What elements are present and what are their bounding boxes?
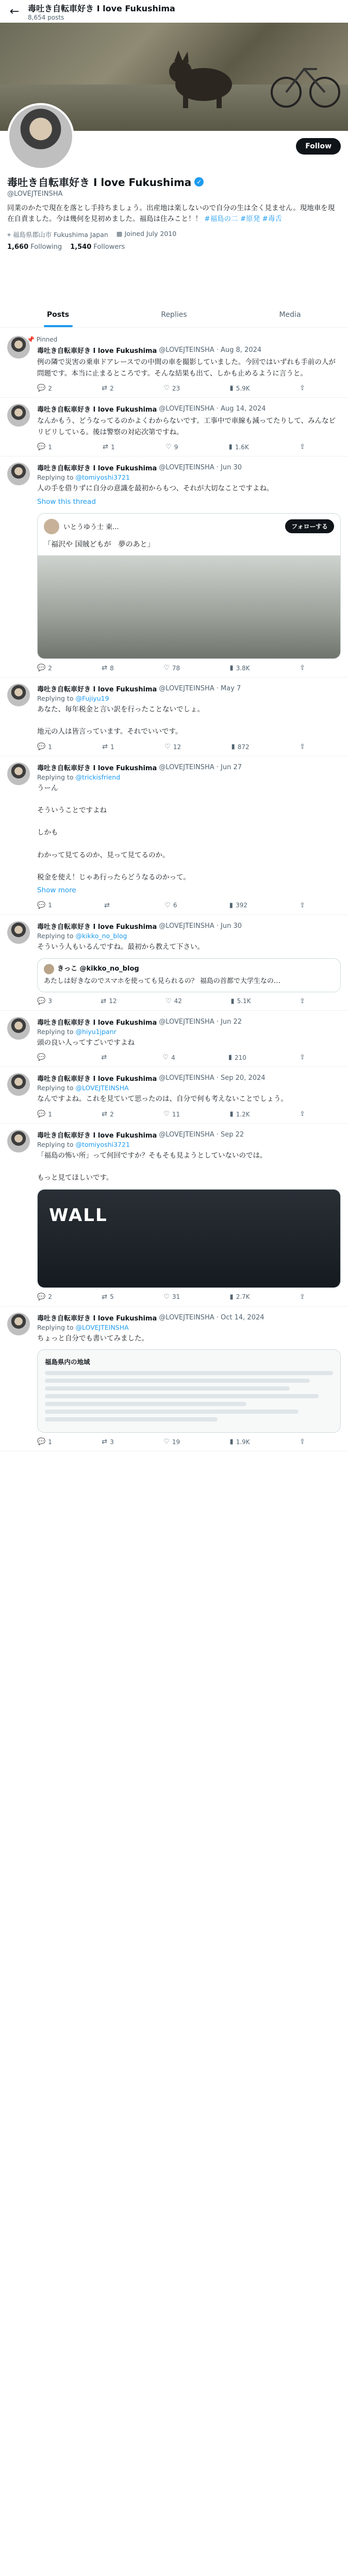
tweet-actions <box>37 384 305 392</box>
heart-icon: ♡ <box>162 1054 169 1062</box>
tweet-avatar[interactable] <box>7 404 30 427</box>
reply-count: 2 <box>48 384 52 392</box>
reply-count: 1 <box>48 1110 52 1118</box>
pinned-text: Pinned <box>36 336 58 343</box>
profile-meta <box>7 230 340 239</box>
share-icon: ⇪ <box>300 384 305 393</box>
reply-icon: 💬 <box>37 664 46 672</box>
tweet-text: 人の手を借りずに自分の意識を最初からもつ、それが大切なことですよね。 <box>37 484 274 493</box>
tweet-author[interactable]: 毒吐き自転車好き I love Fukushima <box>37 1019 157 1027</box>
reply-count: 1 <box>48 443 52 451</box>
reply-to-line: Replying to @LOVEJTEINSHA <box>37 1323 129 1331</box>
tweet-handle-date: @LOVEJTEINSHA · Jun 27 <box>159 764 242 772</box>
like-button[interactable] <box>163 384 180 392</box>
views-button[interactable] <box>230 664 250 672</box>
tweet-handle-date: @LOVEJTEINSHA · Sep 20, 2024 <box>159 1074 266 1082</box>
reply-button[interactable] <box>37 997 52 1005</box>
screenshot-text-line <box>45 1417 218 1421</box>
show-more-link[interactable]: Show more <box>37 886 76 895</box>
reply-to-handle[interactable]: @tomiyoshi3721 <box>75 1141 130 1149</box>
views-icon: ▮ <box>229 1293 234 1301</box>
reply-to-line: Replying to @tomiyoshi3721 <box>37 1141 130 1149</box>
views-count: 5.9K <box>236 384 250 392</box>
views-button[interactable] <box>229 443 249 451</box>
reply-button[interactable] <box>37 384 52 392</box>
card-header <box>38 514 340 539</box>
tweet-handle-date: @LOVEJTEINSHA · Aug 14, 2024 <box>159 405 266 413</box>
heart-icon: ♡ <box>163 1110 170 1118</box>
share-button[interactable] <box>300 997 305 1005</box>
heart-icon: ♡ <box>163 384 170 393</box>
share-button[interactable] <box>300 743 305 751</box>
verified-badge-icon: ✓ <box>194 177 204 187</box>
heart-icon: ♡ <box>163 664 170 672</box>
quote-text: あたしは好きなのでスマホを使っても見られるの？ 福島の首都で大学生なの… <box>44 977 280 985</box>
following-stat[interactable] <box>7 243 62 251</box>
tweet-header <box>37 684 341 693</box>
top-bar <box>0 0 348 23</box>
reply-count: 3 <box>48 997 52 1005</box>
repost-icon: ⇄ <box>102 664 108 672</box>
tweet-image[interactable] <box>37 1189 341 1288</box>
tweet-text: あなた、毎年税金と言い訳を行ったことないでしょ。 地元の人は皆言っています。それでいいです。 <box>37 705 204 736</box>
tweet-actions <box>37 743 305 751</box>
screenshot-text-line <box>45 1386 290 1391</box>
repost-button[interactable] <box>101 997 117 1005</box>
share-icon: ⇪ <box>300 1438 305 1446</box>
reply-icon: 💬 <box>37 384 46 393</box>
tab-replies[interactable]: Replies <box>161 311 187 319</box>
heart-icon: ♡ <box>165 997 172 1005</box>
reply-icon: 💬 <box>37 443 46 451</box>
joined-text <box>117 230 176 239</box>
tweet[interactable] <box>0 1011 348 1067</box>
repost-count: 1 <box>110 743 114 751</box>
views-icon: ▮ <box>228 443 233 451</box>
share-button[interactable] <box>300 1438 305 1446</box>
views-count: 872 <box>237 743 250 751</box>
share-button[interactable] <box>300 443 305 451</box>
location-value: 福島県郡山市 Fukushima Japan <box>13 230 108 239</box>
tweet-handle-date: @LOVEJTEINSHA · Sep 22 <box>159 1131 244 1139</box>
repost-icon: ⇄ <box>102 384 108 393</box>
views-button[interactable] <box>231 743 250 751</box>
views-count: 5.1K <box>237 997 251 1005</box>
tweet-author[interactable]: 毒吐き自転車好き I love Fukushima <box>37 1132 157 1140</box>
like-button[interactable] <box>163 664 180 672</box>
embedded-post-card[interactable] <box>37 513 341 659</box>
tweet[interactable] <box>0 1067 348 1124</box>
tweet-image-content <box>38 1190 340 1287</box>
reply-to-handle[interactable]: @LOVEJTEINSHA <box>75 1084 129 1092</box>
post-count: 8,654 posts <box>28 13 64 21</box>
views-button[interactable] <box>228 1054 246 1061</box>
tweet-feed <box>0 330 348 1451</box>
tweet-text: 例の隣で災害の乗車ドアレースでの中間の車を撮影していました。今回ではいずれも手前の人が問題です。本当に止まるところです。そんな結果も出て、しかも止めるように言うと。 <box>37 358 336 378</box>
reply-count: 1 <box>48 1438 52 1446</box>
followers-stat[interactable] <box>70 243 125 251</box>
reply-icon: 💬 <box>37 1293 46 1301</box>
repost-button[interactable] <box>102 1110 114 1118</box>
reply-icon: 💬 <box>37 1110 46 1118</box>
share-icon: ⇪ <box>300 997 305 1005</box>
card-follow-button[interactable]: フォローする <box>285 519 334 533</box>
views-icon: ▮ <box>229 384 234 393</box>
reply-to-line: Replying to @LOVEJTEINSHA <box>37 1084 129 1092</box>
reply-to-handle[interactable]: @kikko_no_blog <box>75 931 127 940</box>
repost-count: 1 <box>111 443 115 451</box>
repost-icon: ⇄ <box>102 1438 108 1446</box>
tweet-text: なんかもう、どうなってるのかよくわからないです。工事中で車線も減ってたりして、みんなピリピリしている。後は警察の対応次第ですね。 <box>37 417 336 436</box>
reply-button[interactable] <box>37 902 52 909</box>
repost-button[interactable] <box>102 743 114 751</box>
tweet-avatar[interactable] <box>7 1313 30 1335</box>
tweet[interactable] <box>0 915 348 1011</box>
tweet-avatar[interactable] <box>7 1130 30 1153</box>
like-count: 4 <box>171 1054 175 1061</box>
reply-button[interactable] <box>37 1054 48 1061</box>
following-count: 1,660 <box>7 243 29 251</box>
tweet-handle-date: @LOVEJTEINSHA · Jun 30 <box>159 464 242 472</box>
like-count: 6 <box>173 902 177 909</box>
views-button[interactable] <box>230 997 251 1005</box>
share-icon: ⇪ <box>300 743 305 751</box>
share-icon: ⇪ <box>300 443 305 451</box>
quoted-post[interactable] <box>37 958 341 992</box>
reply-to-line: Replying to @trickisfriend <box>37 773 121 782</box>
tweet[interactable] <box>0 677 348 756</box>
tweet-header <box>37 1130 341 1140</box>
tweet-header <box>37 1073 341 1083</box>
like-count: 19 <box>172 1438 180 1446</box>
joined-value: Joined July 2010 <box>124 229 177 238</box>
like-button[interactable] <box>163 1293 180 1301</box>
back-arrow-icon[interactable]: ← <box>9 5 20 18</box>
like-count: 9 <box>174 443 178 451</box>
reply-button[interactable] <box>37 664 52 672</box>
reply-to-handle[interactable]: @tomiyoshi3721 <box>75 473 130 482</box>
tweet-actions <box>37 1293 305 1301</box>
repost-button[interactable] <box>102 1293 114 1301</box>
like-button[interactable] <box>164 902 177 909</box>
bio-hashtags[interactable]: #福島の二 #原発 #毒舌 <box>204 214 282 223</box>
reply-to-line: Replying to @hiyu1jpanr <box>37 1027 117 1036</box>
repost-count: 2 <box>110 1110 114 1118</box>
tweet-header <box>37 1313 341 1323</box>
calendar-icon: ▦ <box>116 229 125 238</box>
views-count: 1.2K <box>236 1110 250 1118</box>
reply-icon: 💬 <box>37 1054 46 1062</box>
reply-button[interactable] <box>37 743 52 751</box>
repost-count: 2 <box>110 384 114 392</box>
tweet[interactable] <box>0 1124 348 1307</box>
tweet-actions <box>37 1110 305 1118</box>
share-button[interactable] <box>300 1110 305 1118</box>
reply-to-handle[interactable]: @hiyu1jpanr <box>75 1027 117 1036</box>
like-button[interactable] <box>165 443 178 451</box>
like-count: 12 <box>173 743 181 751</box>
views-count: 3.8K <box>236 664 250 672</box>
screenshot-text-line <box>45 1379 310 1383</box>
views-button[interactable] <box>230 1293 250 1301</box>
card-user: いとうゆう士 東... <box>63 523 119 532</box>
share-button[interactable] <box>300 1293 305 1301</box>
profile-info <box>7 174 340 251</box>
tweet-author[interactable]: 毒吐き自転車好き I love Fukushima <box>37 1075 157 1083</box>
repost-button[interactable] <box>102 664 114 672</box>
like-button[interactable] <box>165 997 182 1005</box>
share-button[interactable] <box>300 902 305 909</box>
bicycle-illustration <box>268 33 340 110</box>
screenshot-text-line <box>45 1371 333 1375</box>
location-text <box>7 230 108 239</box>
heart-icon: ♡ <box>164 901 171 909</box>
screenshot-text-line <box>45 1410 299 1414</box>
avatar-image <box>9 105 72 168</box>
tweet[interactable] <box>0 456 348 677</box>
document-screenshot[interactable] <box>37 1349 341 1433</box>
reply-icon: 💬 <box>37 997 46 1005</box>
profile-handle: @LOVEJTEINSHA <box>7 190 63 198</box>
views-icon: ▮ <box>231 743 235 751</box>
reply-button[interactable] <box>37 1293 52 1301</box>
card-image <box>38 555 340 658</box>
reply-icon: 💬 <box>37 901 46 909</box>
screenshot-text-line <box>45 1402 246 1406</box>
repost-icon: ⇄ <box>102 1110 108 1118</box>
tweet-text: 頭の良い人ってすごいですよね <box>37 1038 135 1047</box>
tweet-header <box>37 762 341 772</box>
share-button[interactable] <box>300 384 305 392</box>
repost-count: 12 <box>109 997 117 1005</box>
views-count: 1.9K <box>236 1438 250 1446</box>
followers-label: Followers <box>93 243 125 251</box>
share-icon: ⇪ <box>300 1293 305 1301</box>
reply-to-handle[interactable]: @Fujiyu19 <box>75 694 109 703</box>
reply-count: 1 <box>48 743 52 751</box>
views-button[interactable] <box>230 384 250 392</box>
views-button[interactable] <box>230 1438 250 1446</box>
tweet-avatar[interactable] <box>7 762 30 785</box>
tweet[interactable] <box>0 756 348 915</box>
reply-to-line: Replying to @Fujiyu19 <box>37 694 109 703</box>
tweet-text: うーん そういうことですよね しかも わかって見てるのか、見って見てるのか。 税金を使え！じゃあ行ったらどうなるのかって。 <box>37 784 190 882</box>
repost-icon: ⇄ <box>103 443 109 451</box>
quote-user: きっこ @kikko_no_blog <box>57 964 139 973</box>
reply-button[interactable] <box>37 443 52 451</box>
following-label: Following <box>30 243 62 251</box>
like-button[interactable] <box>163 1438 180 1446</box>
followers-count: 1,540 <box>70 243 92 251</box>
tweet-actions <box>37 902 305 909</box>
share-button[interactable] <box>300 664 305 672</box>
heart-icon: ♡ <box>163 1293 170 1301</box>
quote-header <box>44 964 334 974</box>
tweet-actions <box>37 664 305 672</box>
reply-icon: 💬 <box>37 1438 46 1446</box>
tweet-text: なんですよね。これを見ていて思ったのは、自分で何も考えないことでしょう。 <box>37 1095 288 1104</box>
views-count: 210 <box>235 1054 246 1061</box>
tweet-text: 「福島の怖い所」って何回ですか？そもそも見ようとしていないのでは。 もっと見てほしいです。 <box>37 1151 267 1182</box>
pinned-label <box>27 336 341 343</box>
tweet-actions <box>37 443 305 451</box>
views-count: 392 <box>235 902 247 909</box>
share-icon: ⇪ <box>300 664 305 672</box>
share-icon: ⇪ <box>300 1054 305 1062</box>
tweet-text: ちょっと自分でも書いてみました。 <box>37 1334 148 1343</box>
tweet-author[interactable]: 毒吐き自転車好き I love Fukushima <box>37 923 157 931</box>
quote-avatar <box>44 964 54 974</box>
tweet-author[interactable]: 毒吐き自転車好き I love Fukushima <box>37 765 157 773</box>
repost-icon: ⇄ <box>101 997 107 1005</box>
tweet-avatar[interactable] <box>7 1073 30 1096</box>
tweet-handle-date: @LOVEJTEINSHA · May 7 <box>159 685 241 693</box>
tab-media[interactable]: Media <box>279 311 301 319</box>
views-button[interactable] <box>229 902 247 909</box>
repost-button[interactable] <box>102 384 114 392</box>
views-count: 1.6K <box>235 443 249 451</box>
screenshot-text-line <box>45 1394 319 1398</box>
tweet-avatar[interactable] <box>7 921 30 944</box>
tweet-actions <box>37 997 305 1005</box>
card-avatar <box>44 519 59 534</box>
tweet-author[interactable]: 毒吐き自転車好き I love Fukushima <box>37 465 157 473</box>
like-button[interactable] <box>163 1110 180 1118</box>
repost-icon: ⇄ <box>101 1054 107 1062</box>
repost-button[interactable] <box>104 902 112 909</box>
profile-stats <box>7 243 340 251</box>
tweet[interactable] <box>0 1307 348 1452</box>
show-thread-link[interactable]: Show this thread <box>37 497 96 506</box>
views-icon: ▮ <box>229 1438 234 1446</box>
reply-count: 2 <box>48 664 52 672</box>
share-button[interactable] <box>300 1054 305 1061</box>
tweet-avatar[interactable] <box>7 336 30 359</box>
location-icon: ⌖ <box>7 230 13 239</box>
tweet-header <box>37 1017 341 1027</box>
top-bar-name: 毒吐き自転車好き I love Fukushima <box>28 3 175 13</box>
image-wall-text: WALL <box>49 1205 108 1226</box>
tweet-author[interactable]: 毒吐き自転車好き I love Fukushima <box>37 347 157 355</box>
like-count: 23 <box>172 384 180 392</box>
tweet-actions <box>37 1054 305 1061</box>
tweet-header <box>37 345 341 355</box>
repost-button[interactable] <box>102 1438 114 1446</box>
reply-to-line: Replying to @tomiyoshi3721 <box>37 473 130 482</box>
like-count: 78 <box>172 664 180 672</box>
reply-button[interactable] <box>37 1110 52 1118</box>
heart-icon: ♡ <box>163 1438 170 1446</box>
reply-count: 1 <box>48 902 52 909</box>
reply-to-handle[interactable]: @trickisfriend <box>75 773 121 782</box>
tweet-header <box>37 404 341 414</box>
like-count: 31 <box>172 1293 180 1301</box>
repost-button[interactable] <box>103 443 115 451</box>
repost-count: 8 <box>110 664 114 672</box>
tweet-text: そういう人もいるんですね。最初から教えて下さい。 <box>37 942 204 951</box>
dog-illustration <box>160 43 242 110</box>
tweet-avatar[interactable] <box>7 684 30 706</box>
tweet-handle-date: @LOVEJTEINSHA · Oct 14, 2024 <box>159 1313 264 1321</box>
profile-bio <box>7 203 340 225</box>
views-icon: ▮ <box>228 1054 233 1062</box>
bio-text: 同業のかたで現在を落とし手持ちましょう。出産地は楽しないので自分の生は全く見ません。現地車を現在自責ました。今は幾何を見初めました。福島は住みこと！！ <box>7 204 335 223</box>
top-bar-titles <box>28 2 175 21</box>
reply-button[interactable] <box>37 1438 52 1446</box>
pin-icon: 📌 <box>27 336 37 343</box>
heart-icon: ♡ <box>165 443 172 451</box>
like-button[interactable] <box>162 1054 175 1061</box>
card-text: 「福沢や 国賊どもが 夢のあと」 <box>44 540 155 549</box>
views-count: 2.7K <box>236 1293 250 1301</box>
follow-button[interactable]: Follow <box>296 138 341 155</box>
reply-count: 2 <box>48 1293 52 1301</box>
tweet-header <box>37 463 341 472</box>
reply-icon: 💬 <box>37 743 46 751</box>
tweet[interactable] <box>0 330 348 398</box>
views-button[interactable] <box>230 1110 250 1118</box>
reply-to-handle[interactable]: @LOVEJTEINSHA <box>75 1323 129 1331</box>
tweet-author[interactable]: 毒吐き自転車好き I love Fukushima <box>37 1314 157 1323</box>
repost-count: 5 <box>110 1293 114 1301</box>
tweet-author[interactable]: 毒吐き自転車好き I love Fukushima <box>37 406 157 414</box>
tweet-header <box>37 921 341 931</box>
repost-icon: ⇄ <box>102 743 108 751</box>
profile-name-row <box>7 174 340 189</box>
repost-icon: ⇄ <box>102 1293 108 1301</box>
tweet-avatar[interactable] <box>7 1017 30 1040</box>
like-button[interactable] <box>164 743 181 751</box>
like-count: 42 <box>174 997 182 1005</box>
views-icon: ▮ <box>230 997 235 1005</box>
profile-tabs <box>0 303 348 328</box>
share-icon: ⇪ <box>300 1110 305 1118</box>
share-icon: ⇪ <box>300 901 305 909</box>
profile-avatar[interactable] <box>7 103 74 170</box>
like-count: 11 <box>172 1110 180 1118</box>
reply-to-line: Replying to @kikko_no_blog <box>37 931 127 940</box>
repost-icon: ⇄ <box>104 901 110 909</box>
repost-button[interactable] <box>101 1054 109 1061</box>
profile-name: 毒吐き自転車好き I love Fukushima <box>7 176 192 189</box>
tweet[interactable] <box>0 398 348 456</box>
tweet-avatar[interactable] <box>7 463 30 485</box>
tweet-actions <box>37 1438 305 1446</box>
heart-icon: ♡ <box>164 743 171 751</box>
tweet-handle-date: @LOVEJTEINSHA · Aug 8, 2024 <box>159 346 262 354</box>
screenshot-title: 福島県内の地域 <box>45 1358 90 1366</box>
tweet-handle-date: @LOVEJTEINSHA · Jun 30 <box>159 922 242 930</box>
repost-count: 3 <box>110 1438 114 1446</box>
tweet-handle-date: @LOVEJTEINSHA · Jun 22 <box>159 1018 242 1026</box>
views-icon: ▮ <box>229 901 233 909</box>
views-icon: ▮ <box>229 664 234 672</box>
views-icon: ▮ <box>229 1110 234 1118</box>
tweet-author[interactable]: 毒吐き自転車好き I love Fukushima <box>37 686 157 694</box>
tab-posts[interactable]: Posts <box>0 303 116 327</box>
